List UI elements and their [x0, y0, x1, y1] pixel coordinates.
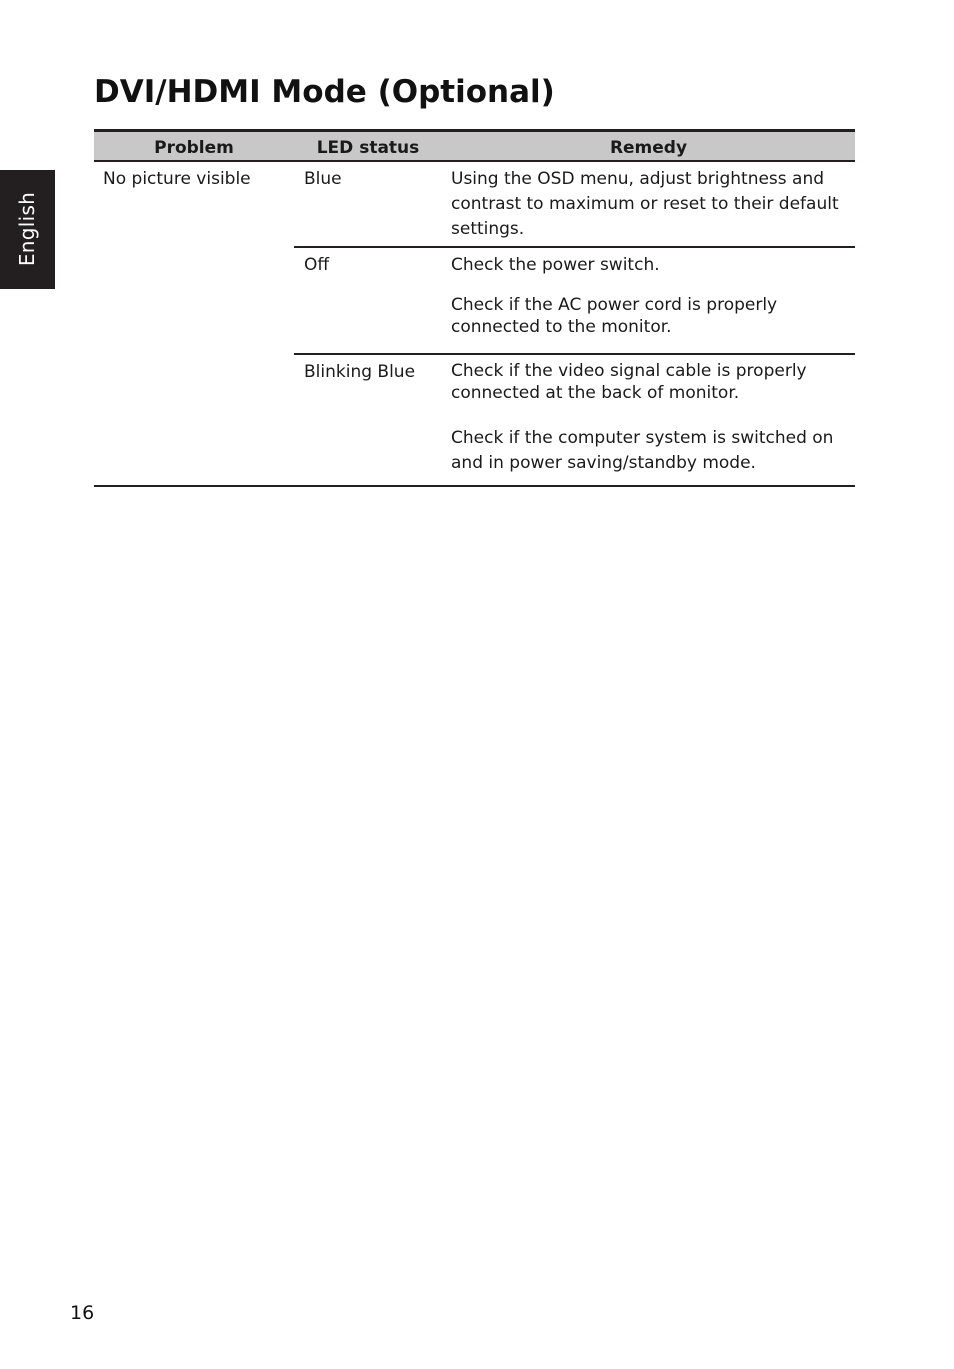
remedy-text: Check if the video signal cable is properly connected at the back of monitor. — [451, 361, 807, 403]
remedy-text: Check if the AC power cord is properly connected to the monitor. — [451, 295, 778, 337]
remedy-cell — [451, 360, 851, 476]
remedy-cell — [451, 167, 851, 242]
table-row — [294, 248, 855, 355]
remedy-text: Check the power switch. — [451, 255, 660, 275]
remedy-text: Check if the computer system is switched on and in power saving/standby mode. — [451, 428, 834, 473]
led-status-cell: Blue — [304, 169, 342, 189]
page-number: 16 — [70, 1302, 95, 1324]
led-status-cell: Off — [304, 255, 330, 275]
header-problem: Problem — [154, 138, 234, 158]
remedy-text: Using the OSD menu, adjust brightness and contrast to maximum or reset to their default settings. — [451, 169, 839, 239]
language-tab-label: English — [15, 191, 39, 267]
led-status-cell: Blinking Blue — [304, 362, 416, 382]
remedy-cell — [451, 253, 851, 338]
table-row — [294, 162, 855, 248]
header-remedy: Remedy — [609, 138, 688, 158]
troubleshooting-table — [94, 129, 855, 487]
table-row — [294, 355, 855, 487]
problem-cell: No picture visible — [103, 169, 251, 189]
table-body — [94, 162, 855, 487]
table-header — [94, 129, 855, 162]
header-led-status: LED status — [316, 138, 420, 158]
language-tab — [0, 170, 55, 289]
page-title: DVI/HDMI Mode (Optional) — [94, 74, 555, 110]
